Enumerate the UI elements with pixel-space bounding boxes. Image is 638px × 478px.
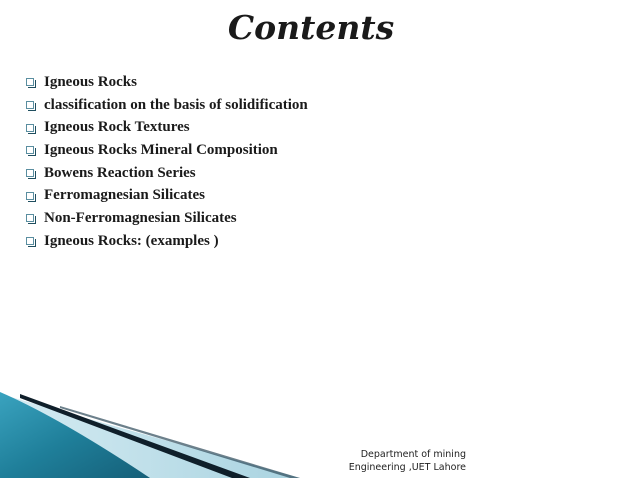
decorative-swoosh (0, 388, 638, 478)
list-item (26, 94, 308, 117)
checkbox-bullet-icon (26, 192, 34, 200)
checkbox-bullet-icon (26, 78, 34, 86)
list-item (26, 184, 308, 207)
bullet-text: Igneous Rocks: (examples ) (44, 232, 219, 249)
slide-title: Contents (227, 8, 395, 47)
bullet-text: classification on the basis of solidification (44, 96, 308, 113)
list-item (26, 230, 308, 253)
bullet-text: Bowens Reaction Series (44, 164, 196, 181)
checkbox-bullet-icon (26, 237, 34, 245)
checkbox-bullet-icon (26, 146, 34, 154)
list-item (26, 207, 308, 230)
bullet-text: Non-Ferromagnesian Silicates (44, 209, 237, 226)
footer-line-2: Engineering ,UET Lahore (348, 462, 466, 473)
checkbox-bullet-icon (26, 214, 34, 222)
list-item (26, 162, 308, 185)
checkbox-bullet-icon (26, 101, 34, 109)
checkbox-bullet-icon (26, 169, 34, 177)
footer-line-1: Department of mining (360, 449, 466, 460)
bullet-text: Igneous Rock Textures (44, 119, 190, 136)
footer-department (340, 448, 466, 474)
list-item (26, 116, 308, 139)
bullet-text: Ferromagnesian Silicates (44, 187, 205, 204)
list-item (26, 71, 308, 94)
checkbox-bullet-icon (26, 124, 34, 132)
bullet-text: Igneous Rocks Mineral Composition (44, 141, 278, 158)
bullet-text: Igneous Rocks (44, 73, 137, 90)
bullet-list (26, 71, 308, 253)
list-item (26, 139, 308, 162)
